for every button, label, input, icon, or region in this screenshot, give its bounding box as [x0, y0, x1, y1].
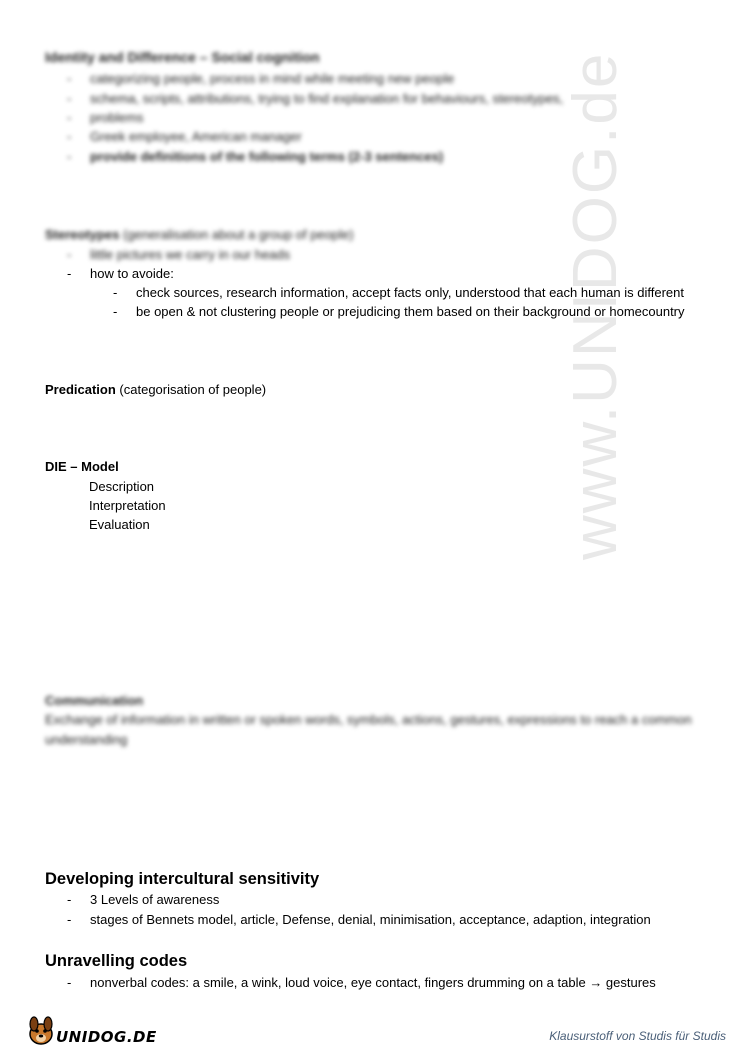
- identity-item: schema, scripts, attributions, trying to find explanation for behaviours, stereotypes,: [90, 91, 564, 106]
- dash: -: [67, 71, 72, 86]
- stereotypes-heading: [45, 226, 354, 244]
- stereotypes-item: how to avoide:: [90, 266, 174, 281]
- die-item: Interpretation: [89, 498, 166, 513]
- dash: -: [67, 975, 72, 990]
- identity-item: Greek employee, American manager: [90, 129, 302, 144]
- predication-heading: [45, 381, 266, 399]
- identity-title: Identity and Difference – Social cognition: [45, 49, 320, 65]
- dash: -: [67, 149, 72, 164]
- die-title: DIE – Model: [45, 459, 119, 474]
- sensitivity-item: 3 Levels of awareness: [90, 892, 220, 907]
- dog-logo-icon: [24, 1014, 58, 1048]
- stereotypes-subitem: check sources, research information, accept facts only, understood that each human is different: [136, 285, 684, 300]
- codes-title: Unravelling codes: [45, 952, 188, 970]
- logo-text: UNIDOG.DE: [56, 1028, 157, 1046]
- stereotypes-subitem: be open & not clustering people or prejudicing them based on their background or homecountry: [136, 304, 685, 319]
- dash: -: [67, 110, 72, 125]
- die-item: Description: [89, 479, 155, 494]
- stereotypes-note: (generalisation about a group of people): [123, 227, 354, 242]
- dash: -: [67, 91, 72, 106]
- dash: -: [67, 892, 72, 907]
- communication-line: Exchange of information in written or spoken words, symbols, actions, gestures, expressions to reach a common: [45, 712, 692, 727]
- predication-note: (categorisation of people): [119, 382, 267, 397]
- dash: -: [113, 285, 118, 300]
- stereotypes-title: Stereotypes: [45, 227, 120, 242]
- dash: -: [113, 304, 118, 319]
- dash: -: [67, 912, 72, 927]
- sensitivity-item: stages of Bennets model, article, Defense, denial, minimisation, acceptance, adaption, integration: [90, 912, 651, 927]
- watermark: www.UNIDOG.de: [561, 51, 630, 560]
- die-item: Evaluation: [89, 517, 150, 532]
- identity-item: categorizing people, process in mind while meeting new people: [90, 71, 455, 86]
- stereotypes-item: little pictures we carry in our heads: [90, 247, 291, 262]
- identity-item: provide definitions of the following terms (2-3 sentences): [90, 149, 444, 164]
- dash: -: [67, 129, 72, 144]
- dash: -: [67, 247, 72, 262]
- dash: -: [67, 266, 72, 281]
- communication-line: understanding: [45, 732, 128, 747]
- predication-title: Predication: [45, 382, 116, 397]
- codes-item: nonverbal codes: a smile, a wink, loud voice, eye contact, fingers drumming on a table → gestures: [90, 975, 656, 990]
- identity-item: problems: [90, 110, 144, 125]
- footer-tagline: Klausurstoff von Studis für Studis: [549, 1029, 726, 1043]
- sensitivity-title: Developing intercultural sensitivity: [45, 870, 320, 888]
- communication-title: Communication: [45, 693, 144, 708]
